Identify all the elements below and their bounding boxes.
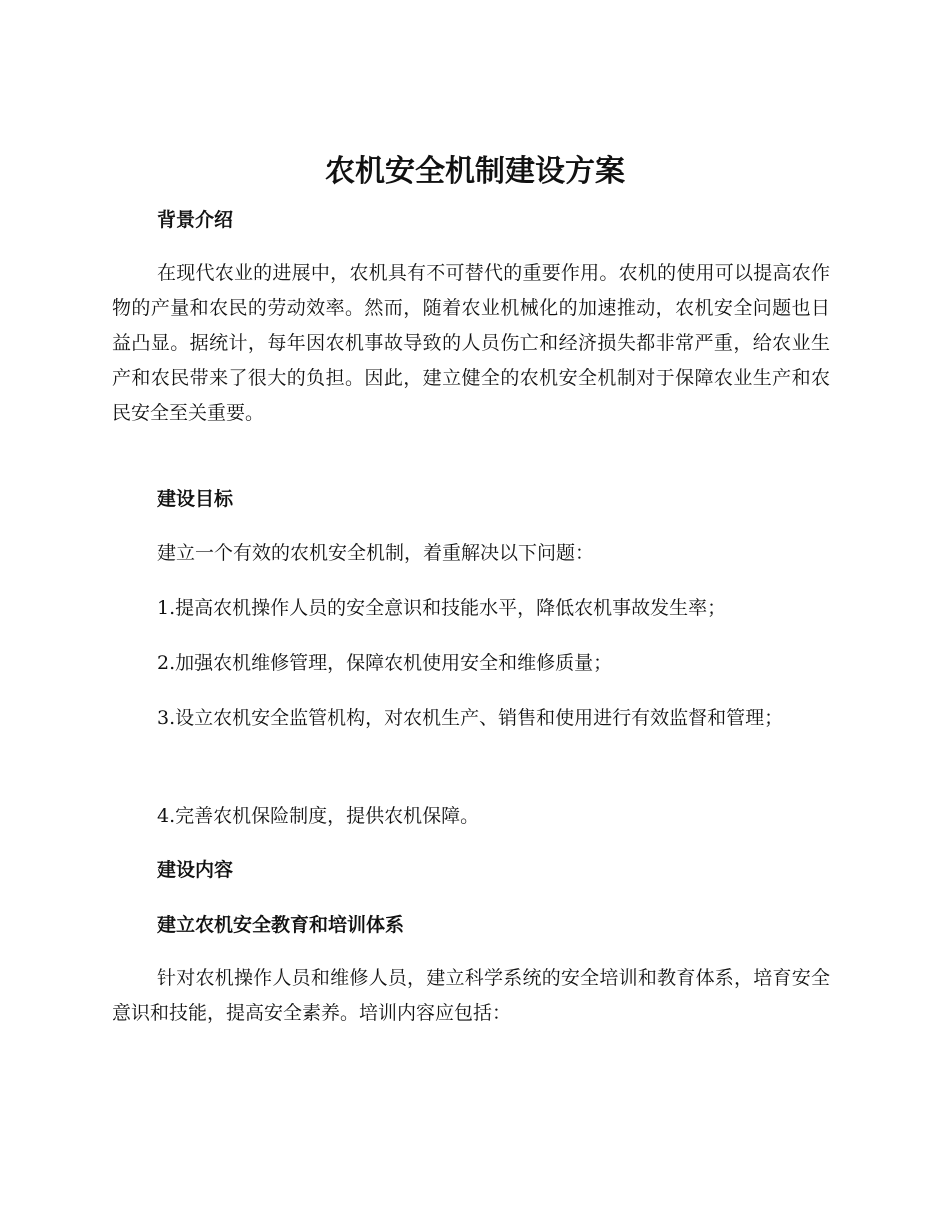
section-heading-goals: 建设目标	[157, 488, 234, 510]
goal-item-1: 1.提高农机操作人员的安全意识和技能水平，降低农机事故发生率；	[157, 597, 727, 619]
goal-item-3: 3.设立农机安全监管机构，对农机生产、销售和使用进行有效监督和管理；	[157, 707, 784, 729]
section-heading-background: 背景介绍	[157, 209, 234, 231]
subsection-heading-training: 建立农机安全教育和培训体系	[157, 914, 405, 936]
goal-item-4: 4.完善农机保险制度，提供农机保障。	[157, 805, 480, 827]
paragraph-background: 在现代农业的进展中，农机具有不可替代的重要作用。农机的使用可以提高农作物的产量和农民的劳动效率。然而，随着农业机械化的加速推动，农机安全问题也日益凸显。据统计，每年因农机事故导致的人员伤亡和经济损失都非常严重，给农业生产和农民带来了很大的负担。因此，建立健全的农机安全机制对于保障农业生产和农民安全至关重要。	[112, 262, 830, 424]
document-title: 农机安全机制建设方案	[325, 154, 625, 189]
paragraph-training: 针对农机操作人员和维修人员，建立科学系统的安全培训和教育体系，培育安全意识和技能，提高安全素养。培训内容应包括：	[112, 967, 830, 1024]
goal-item-2: 2.加强农机维修管理，保障农机使用安全和维修质量；	[157, 652, 613, 674]
paragraph-goals-intro: 建立一个有效的农机安全机制，着重解决以下问题：	[157, 542, 595, 564]
section-heading-content: 建设内容	[157, 859, 234, 881]
